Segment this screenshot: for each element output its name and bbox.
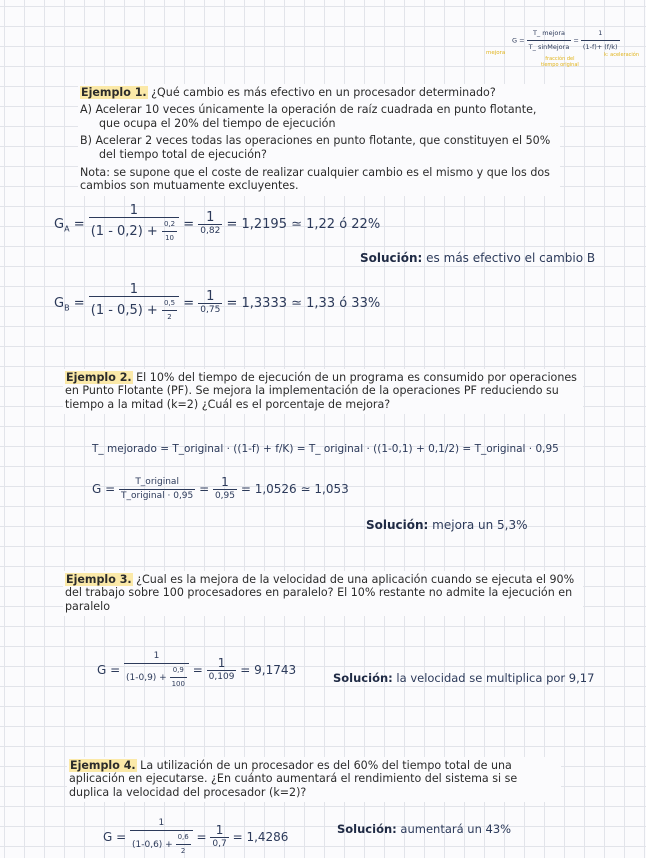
ex2-g-mid-frac xyxy=(213,476,237,503)
ga-mid-num: 1 xyxy=(198,211,222,225)
top-formula-frac1 xyxy=(527,27,572,54)
ex3-g-frac xyxy=(124,650,189,691)
ex1-option-b: B) Acelerar 2 veces todas las operaciones en punto flotante, que constituyen el 50% del tiempo total de ejecución? xyxy=(80,134,551,161)
ex3-g-den-fd: 100 xyxy=(171,680,185,688)
ex3-sol-text: la velocidad se multiplica por 9,17 xyxy=(392,671,595,685)
top-formula-fden: (1-f)+ (f/k) xyxy=(582,43,618,51)
ex4-solution xyxy=(337,822,511,836)
ex2-eq1: T_ mejorado = T_original · ((1-f) + f/K) = T_ original · ((1-0,1) + 0,1/2) = T_original · 0,95 xyxy=(92,443,559,455)
ex2-question-line xyxy=(65,371,581,411)
ga-num: 1 xyxy=(89,204,179,218)
ex1-note: Nota: se supone que el coste de realizar cualquier cambio es el mismo y que los dos cambios son mutuamente excluyentes. xyxy=(80,166,550,193)
ex3-g-num: 1 xyxy=(124,650,189,664)
ex4-question: La utilización de un procesador es del 60% del tiempo total de una aplicación en ejecutarse. ¿En cuánto aumentará el rendimiento del sistema si se duplica la velocidad del procesador (k=2)? xyxy=(69,759,518,799)
ex1-question-line xyxy=(80,86,558,99)
ga-den-a: (1 - 0,2) + xyxy=(90,224,158,239)
ex3-g-mid-frac xyxy=(207,657,237,684)
gb-den-a: (1 - 0,5) + xyxy=(90,303,158,318)
ex4-block xyxy=(67,757,561,802)
ex2-g-lhs: G = xyxy=(92,482,116,496)
gb-den-fn: 0,5 xyxy=(162,297,177,311)
ex3-g-den-a: (1-0,9) + xyxy=(126,673,167,683)
gb-lhs-sub: B xyxy=(64,303,70,313)
ex4-sol-label: Solución: xyxy=(337,822,397,836)
top-formula-den: T_ sinMejora xyxy=(528,43,570,51)
gb-den xyxy=(89,297,179,324)
ex1-sol-text: es más efectivo el cambio B xyxy=(422,251,596,265)
ex1-block xyxy=(78,84,560,196)
gb-lhs: $G_B$ = xyxy=(54,296,85,313)
ex2-question: El 10% del tiempo de ejecución de un programa es consumido por operaciones en Punto Flotante (PF). Se mejora la implementación de la operaciones PF reduciendo su tiempo a la mitad (k=2) ¿Cuál es el porcentaje de mejora? xyxy=(65,371,577,411)
gb-result: = 1,3333 ≃ 1,33 ó 33% xyxy=(226,296,381,311)
ga-result: = 1,2195 ≃ 1,22 ó 22% xyxy=(226,217,381,232)
gb-den-fd: 2 xyxy=(167,313,172,321)
ga-equation: $G_A$ = 1 (1 - 0,2) + $\frac{0,2}{10}$ = $\frac{1}{0,82}$ = 1,2195 ≃ 1,22 ó 22% xyxy=(54,204,380,245)
ex3-sol-label: Solución: xyxy=(333,671,393,685)
ex1-solution xyxy=(360,251,595,265)
gb-mid-den: 0,75 xyxy=(200,305,221,315)
ex3-block xyxy=(63,571,583,616)
ex2-g-result: = 1,0526 ≃ 1,053 xyxy=(240,482,349,496)
ex4-g-den-fd: 2 xyxy=(180,847,186,855)
ga-mid-frac xyxy=(198,211,222,238)
ex3-solution xyxy=(333,671,594,685)
ga-mid-den: 0,82 xyxy=(200,226,221,236)
fraccion-annotation: fracción del tiempo original xyxy=(541,56,579,68)
ex4-g-mid-frac xyxy=(210,824,228,851)
ex2-sol-text: mejora un 5,3% xyxy=(428,518,528,532)
ga-lhs-sub: A xyxy=(64,224,70,234)
ex2-solution xyxy=(366,518,528,532)
ga-den-fd: 10 xyxy=(165,234,174,242)
gb-frac xyxy=(89,283,179,324)
ex3-g-mid-num: 1 xyxy=(207,657,237,671)
gb-num: 1 xyxy=(89,283,179,297)
ex4-g-equation: G = 1 (1-0,6) + $\frac{0,6}{2}$ = $\frac{1}{0,7}$ = 1,4286 xyxy=(103,817,288,858)
ex4-g-frac xyxy=(130,817,193,858)
ex1-option-a: A) Acelerar 10 veces únicamente la operación de raíz cuadrada en punto flotante, que ocupa el 20% del tiempo de ejecución xyxy=(80,103,537,130)
gb-equation: $G_B$ = 1 (1 - 0,5) + $\frac{0,5}{2}$ = $\frac{1}{0,75}$ = 1,3333 ≃ 1,33 ó 33% xyxy=(54,283,380,324)
ex4-g-result: = 1,4286 xyxy=(232,830,289,844)
ex2-g-frac xyxy=(119,476,195,503)
ex3-g-den-fn: 0,9 xyxy=(170,664,187,678)
ex4-g-den-frac xyxy=(176,831,191,858)
ex1-sol-label: Solución: xyxy=(360,251,423,265)
ex4-g-mid-den: 0,7 xyxy=(212,839,227,849)
gb-mid-frac xyxy=(198,290,222,317)
ex4-sol-text: aumentará un 43% xyxy=(396,822,512,836)
top-formula xyxy=(512,27,620,54)
ex3-g-result: = 9,1743 xyxy=(240,663,297,677)
ex2-g-equation: G = $\frac{\text{T\_original}}{\text{T\_original · 0,95}}$ = $\frac{1}{0,95}$ = 1,0526 ≃ 1,053 xyxy=(92,475,349,501)
ex2-block xyxy=(63,369,583,414)
ex3-g-den-frac xyxy=(170,664,187,691)
ex3-g-mid-den: 0,109 xyxy=(208,672,235,682)
ex1-title: Ejemplo 1. xyxy=(81,86,147,99)
ex2-g-num: T_original xyxy=(119,476,195,490)
ex2-g-mid-num: 1 xyxy=(213,476,237,490)
aceleracion-annotation: k: aceleración xyxy=(604,52,640,58)
ex3-title: Ejemplo 3. xyxy=(66,573,132,586)
ga-frac xyxy=(89,204,179,245)
ga-den xyxy=(89,218,179,245)
ga-den-frac xyxy=(162,218,177,245)
gb-lhs-g: G xyxy=(54,296,65,311)
ex3-question: ¿Cual es la mejora de la velocidad de una aplicación cuando se ejecuta el 90% del trabajo sobre 100 procesadores en paralelo? El 10% restante no admite la ejecución en paralelo xyxy=(65,573,575,613)
ex1-question: ¿Qué cambio es más efectivo en un procesador determinado? xyxy=(151,86,496,99)
ex2-g-den: T_original · 0,95 xyxy=(121,491,194,501)
ex4-g-lhs: G = xyxy=(103,830,127,844)
top-formula-eq: = xyxy=(519,36,525,45)
ex4-g-den-fn: 0,6 xyxy=(176,831,191,845)
ex4-g-num: 1 xyxy=(130,817,193,831)
ex4-g-den xyxy=(130,831,193,858)
gb-mid-num: 1 xyxy=(198,290,222,304)
top-formula-num: T_ mejora xyxy=(527,27,572,41)
top-formula-fnum: 1 xyxy=(581,27,620,41)
ex3-g-lhs: G = xyxy=(97,663,121,677)
ga-den-fn: 0,2 xyxy=(162,218,177,232)
ex4-question-line xyxy=(69,759,559,799)
top-formula-frac2 xyxy=(581,27,620,54)
ga-lhs: $G_A$ = xyxy=(54,217,85,234)
top-formula-g: G xyxy=(512,36,518,45)
gb-den-frac xyxy=(162,297,177,324)
ex4-g-mid-num: 1 xyxy=(210,824,228,838)
ex3-question-line xyxy=(65,573,581,613)
ex4-title: Ejemplo 4. xyxy=(70,759,136,772)
ex2-g-mid-den: 0,95 xyxy=(214,491,235,501)
ex3-g-den xyxy=(124,664,189,691)
ex2-sol-label: Solución: xyxy=(366,518,429,532)
top-formula-eq2: = xyxy=(573,36,579,45)
ga-lhs-g: G xyxy=(54,217,65,232)
mejora-annotation: mejora xyxy=(486,50,506,56)
ex3-g-equation: G = 1 (1-0,9) + $\frac{0,9}{100}$ = $\frac{1}{0,109}$ = 9,1743 xyxy=(97,650,296,691)
ex2-title: Ejemplo 2. xyxy=(66,371,132,384)
ex4-g-den-a: (1-0,6) + xyxy=(132,840,173,850)
